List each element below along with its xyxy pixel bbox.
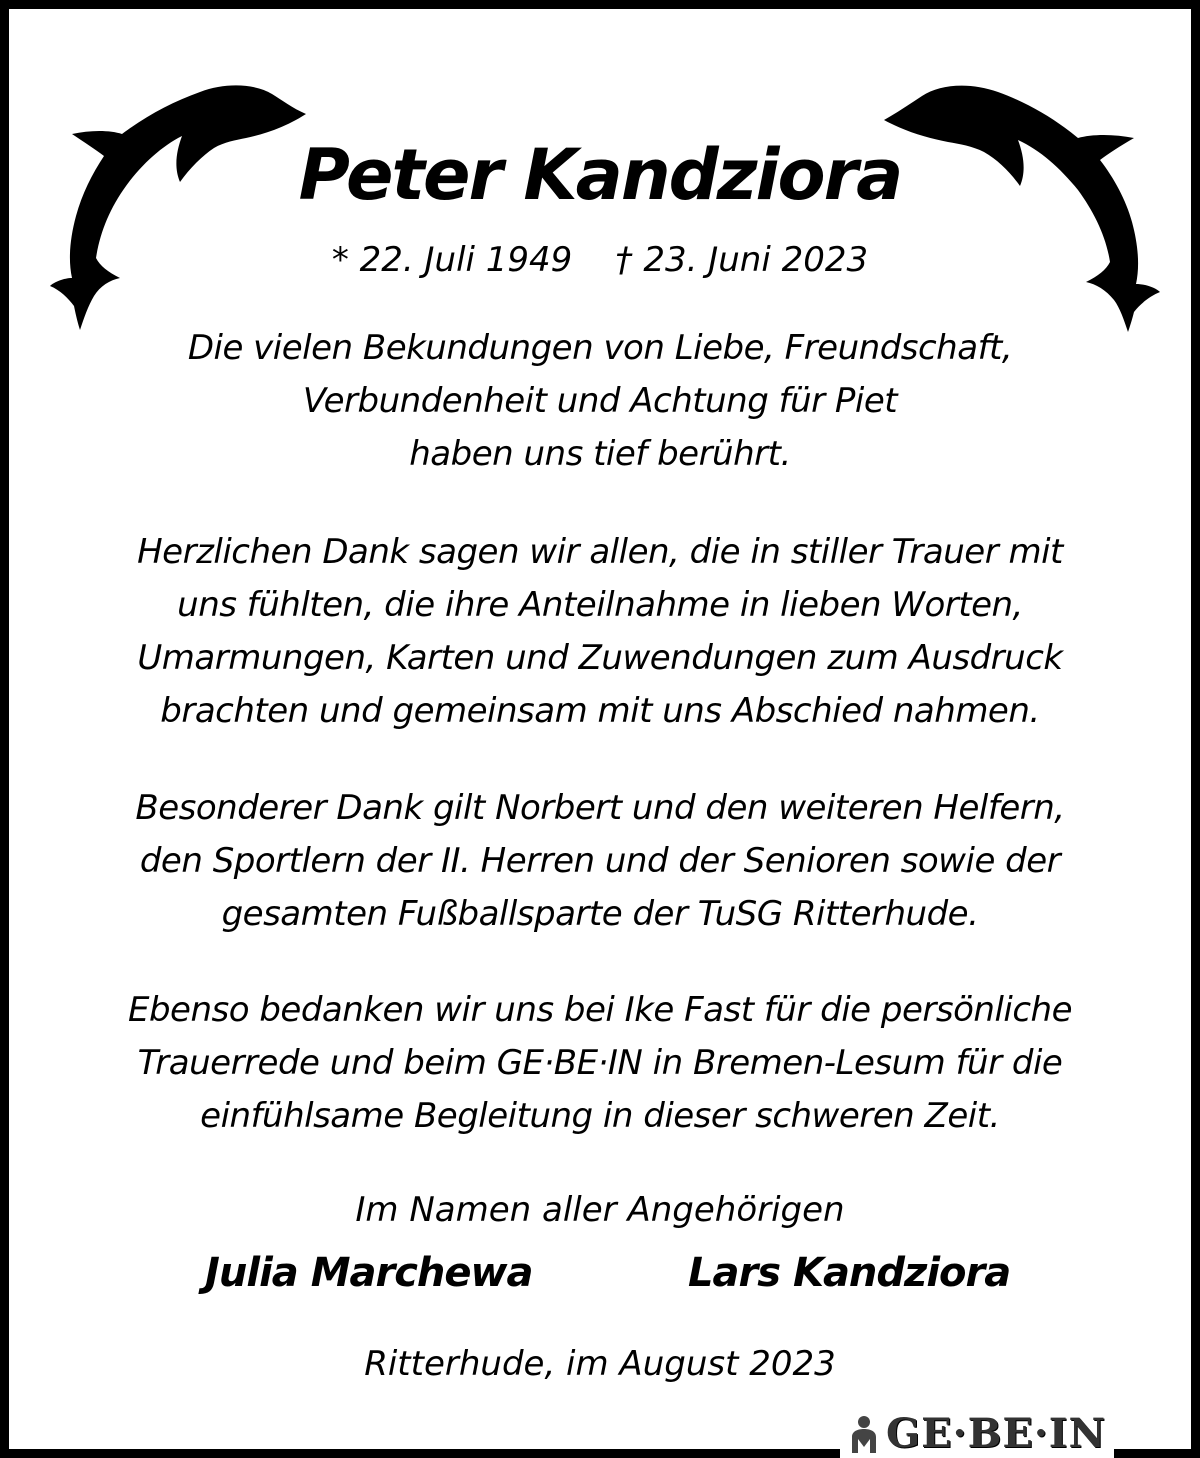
paragraph-line: den Sportlern der II. Herren und der Senioren sowie der	[139, 841, 1061, 881]
signer-name: Lars Kandziora	[688, 1250, 1011, 1296]
paragraph-line: Die vielen Bekundungen von Liebe, Freundschaft,	[187, 328, 1013, 368]
gebein-logo-icon	[848, 1413, 880, 1453]
paragraph	[30, 984, 1170, 1143]
place-date: Ritterhude, im August 2023	[364, 1344, 836, 1384]
life-dates: * 22. Juli 1949 † 23. Juni 2023	[331, 240, 869, 280]
gebein-logo	[840, 1408, 1114, 1458]
paragraph	[30, 526, 1170, 738]
paragraph-line: Trauerrede und beim GE·BE·IN in Bremen-Lesum für die	[137, 1043, 1063, 1083]
paragraph-line: Umarmungen, Karten und Zuwendungen zum Ausdruck	[137, 638, 1063, 678]
paragraph-line: uns fühlten, die ihre Anteilnahme in lieben Worten,	[177, 585, 1023, 625]
paragraph-line: Verbundenheit und Achtung für Piet	[302, 381, 898, 421]
paragraph	[30, 782, 1170, 941]
gebein-logo-text: GE·BE·IN	[886, 1409, 1107, 1457]
paragraph-line: haben uns tief berührt.	[409, 434, 791, 474]
paragraph-line: Ebenso bedanken wir uns bei Ike Fast für die persönliche	[127, 990, 1073, 1030]
paragraph-line: einfühlsame Begleitung in dieser schweren Zeit.	[200, 1096, 1000, 1136]
deceased-name: Peter Kandziora	[298, 134, 902, 216]
names-intro: Im Namen aller Angehörigen	[355, 1190, 845, 1230]
paragraph	[30, 322, 1170, 481]
paragraph-line: Herzlichen Dank sagen wir allen, die in stiller Trauer mit	[137, 532, 1063, 572]
paragraph-line: Besonderer Dank gilt Norbert und den weiteren Helfern,	[135, 788, 1065, 828]
paragraph-line: gesamten Fußballsparte der TuSG Ritterhude.	[221, 894, 979, 934]
signer-name: Julia Marchewa	[205, 1250, 533, 1296]
paragraph-line: brachten und gemeinsam mit uns Abschied nahmen.	[160, 691, 1040, 731]
